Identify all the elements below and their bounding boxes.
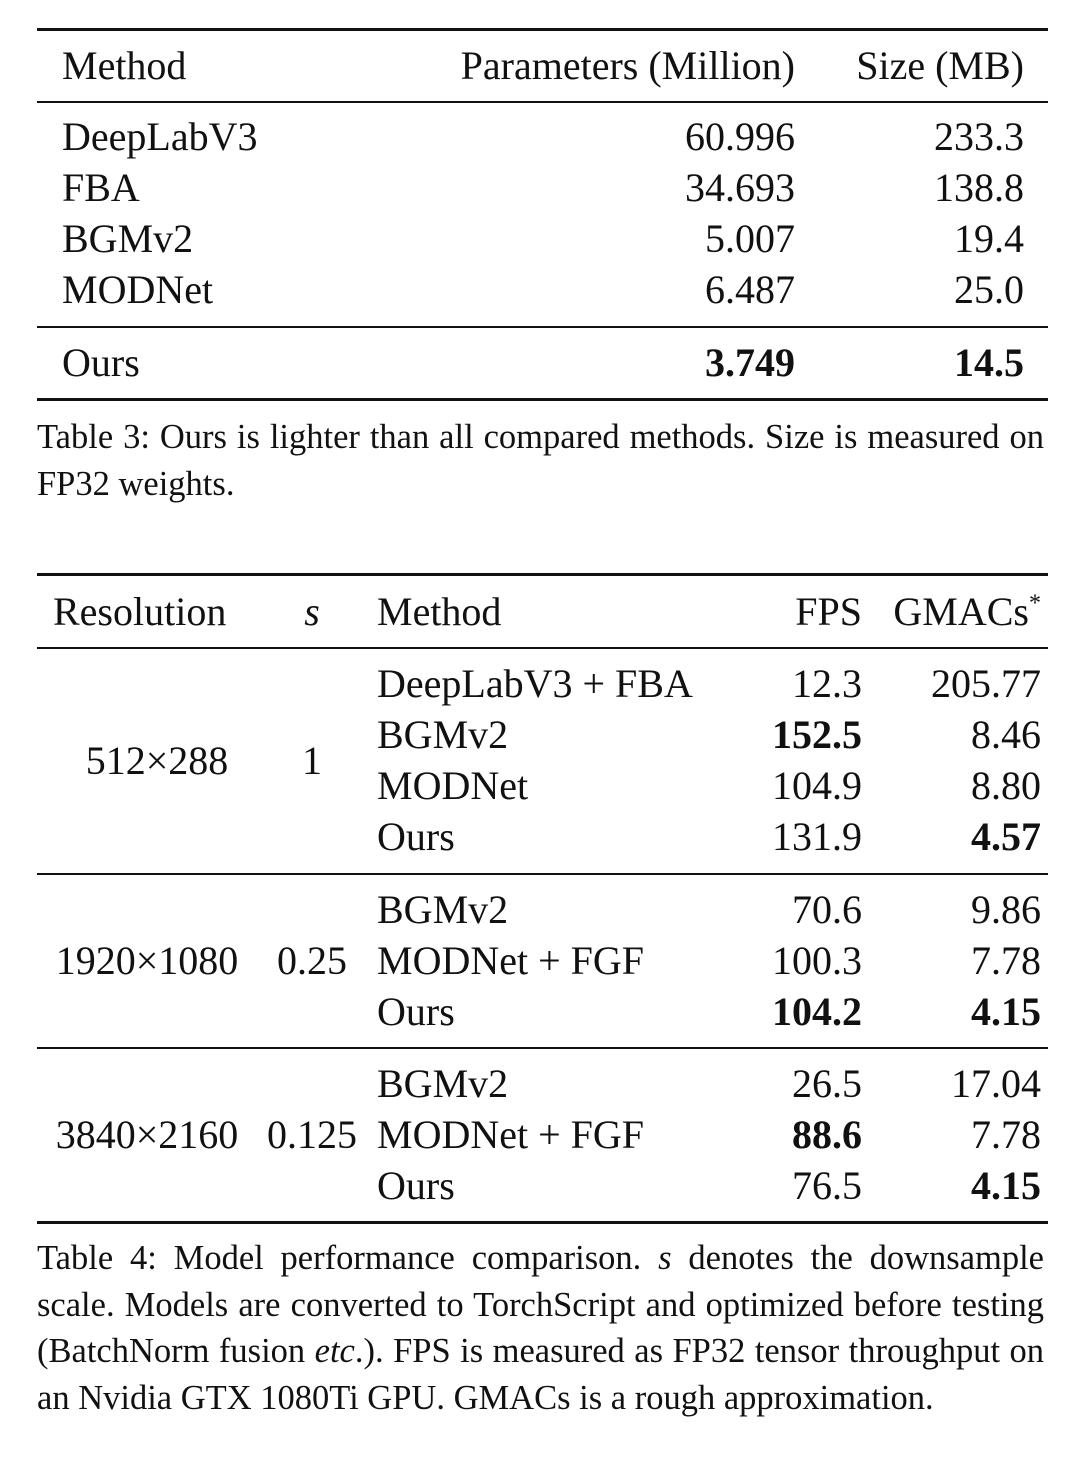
- table3-size-cell: 19.4: [954, 216, 1024, 261]
- table3-method-cell: BGMv2: [62, 216, 194, 261]
- gmacs-cell: 7.78: [971, 938, 1041, 983]
- table3-method-cell: FBA: [62, 165, 140, 210]
- scale-cell: 0.125: [267, 1112, 357, 1157]
- fps-cell: 100.3: [772, 938, 862, 983]
- gmacs-cell: 8.46: [971, 712, 1041, 757]
- method-cell: Ours: [377, 1163, 455, 1208]
- fps-cell: 131.9: [772, 814, 862, 859]
- method-cell: Ours: [377, 989, 455, 1034]
- fps-cell: 76.5: [792, 1163, 862, 1208]
- gmacs-cell: 7.78: [971, 1112, 1041, 1157]
- method-cell: DeepLabV3 + FBA: [377, 661, 693, 706]
- table3-parameters-cell: 34.693: [685, 165, 795, 210]
- table3-parameters-cell: 3.749: [705, 340, 795, 385]
- scale-cell: 1: [302, 738, 322, 783]
- fps-cell: 12.3: [792, 661, 862, 706]
- gmacs-cell: 17.04: [951, 1061, 1041, 1106]
- table4-top-rule: [37, 573, 1048, 576]
- table3-size-cell: 25.0: [954, 267, 1024, 312]
- table3-top-rule: [37, 28, 1048, 31]
- resolution-cell: 512×288: [85, 738, 229, 783]
- method-cell: BGMv2: [377, 712, 509, 757]
- table3-header-size: Size (MB): [856, 43, 1024, 88]
- table3-caption: Table 3: Ours is lighter than all compared methods. Size is measured on FP32 weights.: [37, 418, 1044, 503]
- caption-etc: etc: [314, 1332, 355, 1370]
- fps-cell: 70.6: [792, 887, 862, 932]
- gmacs-cell: 9.86: [971, 887, 1041, 932]
- table3-method-cell: Ours: [62, 340, 140, 385]
- method-cell: BGMv2: [377, 887, 509, 932]
- resolution-cell: 3840×2160: [55, 1112, 239, 1157]
- table4-group-rule: [37, 873, 1048, 875]
- gmacs-cell: 4.15: [971, 1163, 1041, 1208]
- fps-cell: 152.5: [772, 712, 862, 757]
- table4-header-s: s: [304, 589, 320, 634]
- fps-cell: 104.9: [772, 763, 862, 808]
- method-cell: MODNet + FGF: [377, 1112, 645, 1157]
- table3-method-cell: MODNet: [62, 267, 214, 312]
- table4-header-resolution: Resolution: [53, 589, 227, 634]
- method-cell: BGMv2: [377, 1061, 509, 1106]
- method-cell: Ours: [377, 814, 455, 859]
- caption-s-symbol: s: [658, 1239, 672, 1277]
- method-cell: MODNet: [377, 763, 529, 808]
- table3-parameters-cell: 60.996: [685, 114, 795, 159]
- gmacs-cell: 4.57: [971, 814, 1041, 859]
- fps-cell: 26.5: [792, 1061, 862, 1106]
- gmacs-cell: 8.80: [971, 763, 1041, 808]
- table3-method-cell: DeepLabV3: [62, 114, 258, 159]
- table3-parameters-cell: 6.487: [705, 267, 795, 312]
- table4-header-gmacs: GMACs*: [893, 589, 1041, 634]
- method-cell: MODNet + FGF: [377, 938, 645, 983]
- gmacs-footnote-mark: *: [1029, 590, 1041, 617]
- table3-header-rule: [37, 101, 1048, 103]
- fps-cell: 104.2: [772, 989, 862, 1034]
- table4-group-rule: [37, 1047, 1048, 1049]
- scale-cell: 0.25: [277, 938, 347, 983]
- table3-parameters-cell: 5.007: [705, 216, 795, 261]
- table3-size-cell: 138.8: [934, 165, 1024, 210]
- fps-cell: 88.6: [792, 1112, 862, 1157]
- gmacs-cell: 205.77: [931, 661, 1041, 706]
- table3-header-method: Method: [62, 43, 187, 88]
- gmacs-cell: 4.15: [971, 989, 1041, 1034]
- table4-caption: Table 4: Model performance comparison. s denotes the downsample scale. Models are converted to TorchScript and optimized before testing (BatchNorm fusion etc.). FPS is measured as FP32 tensor throughput on an Nvidia GTX 1080Ti GPU. GMACs is a rough approximation.: [37, 1239, 1044, 1417]
- table4-header-rule: [37, 647, 1048, 649]
- table4-header-fps: FPS: [795, 589, 862, 634]
- table3-mid-rule: [37, 326, 1048, 328]
- resolution-cell: 1920×1080: [55, 938, 239, 983]
- table4-bottom-rule: [37, 1221, 1048, 1224]
- table3-size-cell: 14.5: [954, 340, 1024, 385]
- table4-header-method: Method: [377, 589, 502, 634]
- table3-size-cell: 233.3: [934, 114, 1024, 159]
- table3-header-parameters: Parameters (Million): [460, 43, 795, 88]
- table3-bottom-rule: [37, 398, 1048, 401]
